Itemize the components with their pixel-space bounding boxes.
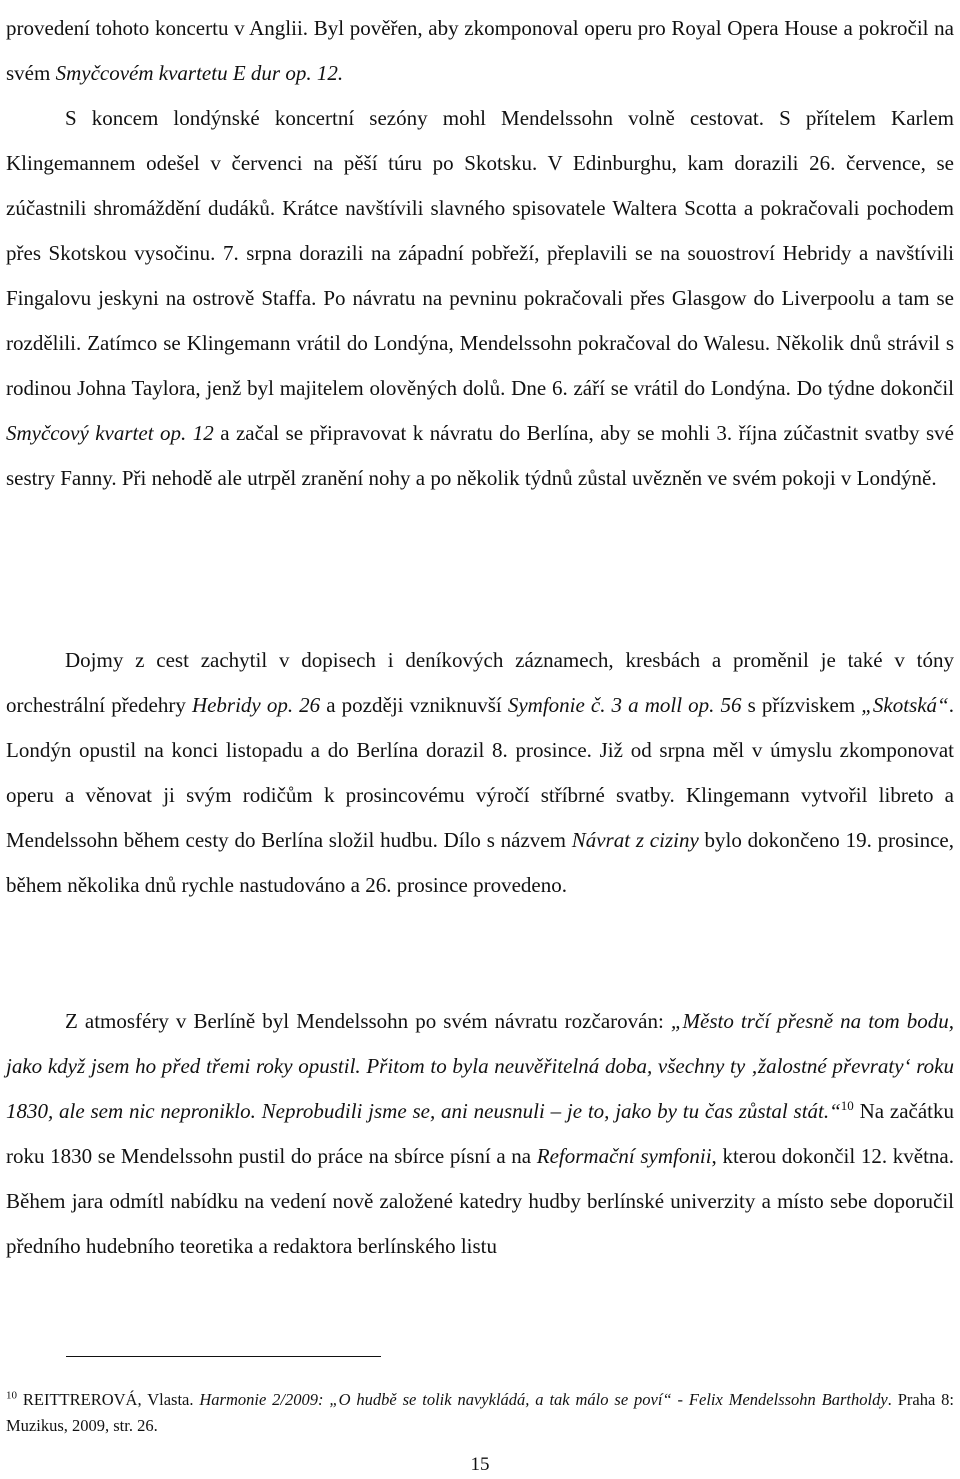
text-run: Na začátku roku 1830 se Mendelssohn pustil do práce na sbírce písní a na <box>6 1099 954 1168</box>
work-title: Smyčcový kvartet op. 12 <box>6 421 214 445</box>
footnote <box>6 1387 954 1439</box>
work-title: Smyčcovém kvartetu E dur op. 12. <box>55 61 344 85</box>
text-run: s přízviskem <box>741 693 862 717</box>
body-paragraph-1 <box>6 6 954 501</box>
work-title: Návrat z ciziny <box>571 828 699 852</box>
paragraph-impressions <box>6 638 954 908</box>
text-run: a později vzniknuvší <box>320 693 508 717</box>
text-run: Dojmy z cest zachytil v dopisech i deníkových záznamech, kresbách a proměnil je také v tóny orchestrální předehry <box>6 648 954 717</box>
footnote-separator <box>66 1356 381 1357</box>
text-run: a začal se připravovat k návratu do Berlína, aby se mohli 3. října zúčastnit svatby své sestry Fanny. Při nehodě ale utrpěl zranění nohy a po několik týdnů zůstal uvězněn ve svém pokoji v Londýně. <box>6 421 954 490</box>
body-paragraph-2 <box>6 638 954 908</box>
text-run: . Londýn opustil na konci listopadu a do Berlína dorazil 8. prosince. Již od srpna měl v úmyslu zkomponovat operu a věnovat ji svým rodičům k prosincovému výročí stříbrné svatby. Klingemann vytvořil libreto a Mendelssohn během cesty do Berlína složil hudbu. Dílo s názvem <box>6 693 954 852</box>
work-title: Hebridy op. 26 <box>191 693 321 717</box>
text-run: bylo dokončeno 19. prosince, během několika dnů rychle nastudováno a 26. prosince provedeno. <box>6 828 954 897</box>
page-number: 15 <box>470 1454 490 1475</box>
work-nickname: „Skotská“ <box>861 693 949 717</box>
quotation: „Město trčí přesně na tom bodu, jako když jsem ho před třemi roky opustil. Přitom to byla neuvěřitelná doba, všechny ty ‚žalostné převraty‘ roku 1830, ale sem nic neproniklo. Neprobudili jsme se, ani neusnuli – je to, jako by tu čas zůstal stát.“ <box>6 1009 954 1123</box>
text-run: , kterou dokončil 12. května. Během jara odmítl nabídku na vedení nově založené katedry hudby berlínské univerzity a místo sebe doporučil předního hudebního teoretika a redaktora berlínského listu <box>6 1144 954 1258</box>
work-title: Reformační symfonii <box>536 1144 712 1168</box>
text-run: S koncem londýnské koncertní sezóny mohl Mendelssohn volně cestovat. S přítelem Karlem Klingemannem odešel v červenci na pěší túru po Skotsku. V Edinburghu, kam dorazili 26. července, se zúčastnili shromáždění dudáků. Krátce navštívili slavného spisovatele Waltera Scotta a pokračovali pochodem přes Skotskou vysočinu. 7. srpna dorazili na západní pobřeží, přeplavili se na souostroví Hebridy a navštívili Fingalovu jeskyni na ostrově Staffa. Po návratu na pevninu pokračovali přes Glasgow do Liverpoolu a tam se rozdělili. Zatímco se Klingemann vrátil do Londýna, Mendelssohn pokračoval do Walesu. Několik dnů strávil s rodinou Johna Taylora, jenž byl majitelem olověných dolů. Dne 6. září se vrátil do Londýna. Do týdne dokončil <box>6 106 954 400</box>
body-paragraph-3 <box>6 999 954 1269</box>
text-run: Z atmosféry v Berlíně byl Mendelssohn po svém návratu rozčarován: <box>65 1009 671 1033</box>
footnote-number: 10 <box>6 1389 17 1402</box>
work-title: Symfonie č. 3 a moll op. 56 <box>507 693 742 717</box>
paragraph-intro <box>6 6 954 96</box>
footnote-author: REITTREROVÁ, Vlasta. <box>17 1390 200 1409</box>
text-run: provedení tohoto koncertu v Anglii. Byl pověřen, aby zkomponoval operu pro Royal Opera House a pokročil na svém <box>6 16 954 85</box>
footnote-reference[interactable]: 10 <box>840 1098 854 1113</box>
footnote-publication: . Praha 8: Muzikus, 2009, str. 26. <box>6 1390 954 1435</box>
footnote-title: Harmonie 2/2009: „O hudbě se tolik navykládá, a tak málo se poví“ - Felix Mendelssohn Bartholdy <box>199 1390 888 1409</box>
paragraph-berlin <box>6 999 954 1269</box>
paragraph-scotland-trip <box>6 96 954 501</box>
